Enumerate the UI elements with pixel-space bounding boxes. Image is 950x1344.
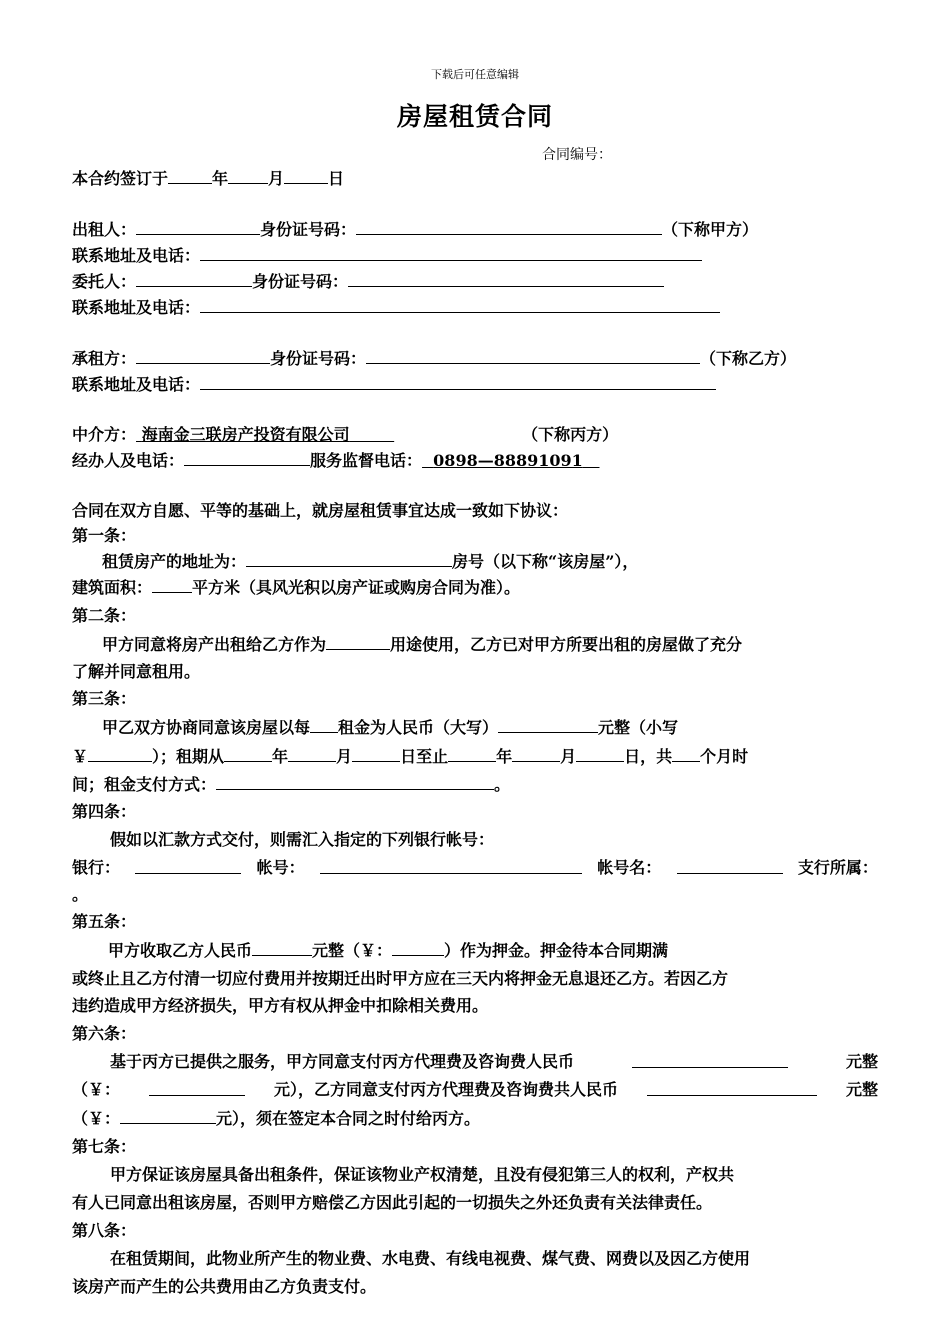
blank — [576, 743, 624, 762]
article-8-line-1: 在租赁期间，此物业所产生的物业费、水电费、有线电视费、煤气费、网费以及因乙方使用 — [110, 1249, 751, 1268]
article-4-line-1: 假如以汇款方式交付，则需汇入指定的下列银行帐号： — [110, 830, 495, 849]
blank — [246, 548, 452, 567]
article-2-title: 第二条： — [72, 606, 137, 625]
blank — [149, 1077, 245, 1096]
header-note: 下载后可任意编辑 — [431, 68, 519, 81]
article-8-title: 第八条： — [72, 1221, 137, 1240]
article-5-line-3: 违约造成甲方经济损失，甲方有权从押金中扣除相关费用。 — [72, 996, 489, 1015]
blank — [200, 294, 720, 313]
article-1-line-1: 租赁房产的地址为： 房号（以下称“该房屋”）， — [72, 548, 878, 574]
blank — [512, 743, 560, 762]
article-2-line-1: 甲方同意将房产出租给乙方作为 用途使用，乙方已对甲方所要出租的房屋做了充分 — [72, 631, 878, 657]
article-3-line-1: 甲乙双方协商同意该房屋以每 租金为人民币（大写） 元整（小写 — [72, 714, 878, 740]
lessor-line: 出租人： 身份证号码： （下称甲方） — [72, 216, 878, 242]
article-7-title: 第七条： — [72, 1137, 137, 1156]
blank — [288, 743, 336, 762]
article-4-title: 第四条： — [72, 802, 137, 821]
supervise-phone: 0898—88891091 — [433, 451, 583, 470]
blank — [326, 631, 390, 650]
blank — [356, 216, 662, 235]
blank — [136, 268, 252, 287]
blank — [228, 165, 268, 184]
lessee-address-line: 联系地址及电话： — [72, 371, 878, 397]
blank — [224, 743, 272, 762]
blank — [136, 345, 270, 364]
article-1-line-2: 建筑面积： 平方米（具风光积以房产证或购房合同为准）。 — [72, 574, 878, 600]
blank — [352, 743, 400, 762]
article-2-line-2: 了解并同意租用。 — [72, 662, 201, 681]
article-3-line-2: ￥ ）；租期从 年 月 日至止 年 月 日，共 个月时 — [72, 743, 878, 769]
blank — [672, 743, 700, 762]
blank — [152, 574, 192, 593]
intermediary-name: 海南金三联房产投资有限公司 — [141, 425, 350, 444]
blank — [348, 268, 664, 287]
intro-text: 合同在双方自愿、平等的基础上，就房屋租赁事宜达成一致如下协议： — [72, 501, 569, 520]
blank — [200, 371, 716, 390]
signing-date-line: 本合约签订于 年 月 日 — [72, 165, 878, 191]
blank — [498, 714, 598, 733]
blank — [320, 855, 582, 874]
blank — [252, 937, 312, 956]
lessee-line: 承租方： 身份证号码： （下称乙方） — [72, 345, 878, 371]
blank — [310, 714, 338, 733]
blank — [632, 1049, 788, 1068]
blank — [200, 242, 702, 261]
contract-number-label: 合同编号： — [542, 147, 612, 163]
blank — [647, 1077, 817, 1096]
article-5-line-1: 甲方收取乙方人民币 元整（￥： ）作为押金。押金待本合同期满 — [72, 937, 878, 963]
agent-address-line: 联系地址及电话： — [72, 294, 878, 320]
intermediary-line: 中介方： 海南金三联房产投资有限公司 （下称丙方） — [72, 425, 619, 444]
blank — [366, 345, 700, 364]
article-6-line-3: （￥： 元），须在签定本合同之时付给丙方。 — [72, 1105, 878, 1131]
article-4-end: 。 — [72, 885, 89, 904]
blank — [136, 216, 260, 235]
blank — [120, 1105, 216, 1124]
blank — [284, 165, 328, 184]
article-5-line-2: 或终止且乙方付清一切应付费用并按期迁出时甲方应在三天内将押金无息退还乙方。若因乙方 — [72, 969, 729, 988]
lessor-address-line: 联系地址及电话： — [72, 242, 878, 268]
article-1-title: 第一条： — [72, 526, 137, 545]
page-title: 房屋租赁合同 — [396, 102, 553, 131]
blank — [184, 447, 310, 466]
contract-body — [72, 165, 878, 1299]
broker-line: 经办人及电话： 服务监督电话： 0898—88891091 — [72, 447, 878, 473]
article-6-line-2: （￥： 元），乙方同意支付丙方代理费及咨询费共人民币 元整 — [72, 1077, 878, 1102]
blank — [392, 937, 444, 956]
blank — [677, 855, 783, 874]
blank — [216, 771, 494, 790]
article-7-line-2: 有人已同意出租该房屋，否则甲方赔偿乙方因此引起的一切损失之外还负责有关法律责任。 — [72, 1193, 713, 1212]
agent-line: 委托人： 身份证号码： — [72, 268, 878, 294]
article-3-title: 第三条： — [72, 689, 137, 708]
article-8-line-2: 该房产而产生的公共费用由乙方负责支付。 — [72, 1277, 377, 1296]
article-5-title: 第五条： — [72, 912, 137, 931]
article-3-line-3: 间；租金支付方式： 。 — [72, 771, 878, 797]
blank — [88, 743, 152, 762]
article-4-bank-line: 银行： 帐号： 帐号名： 支行所属： — [72, 855, 878, 880]
article-7-line-1: 甲方保证该房屋具备出租条件，保证该物业产权清楚，且没有侵犯第三人的权利，产权共 — [110, 1165, 735, 1184]
blank — [168, 165, 212, 184]
article-6-title: 第六条： — [72, 1024, 137, 1043]
article-6-line-1: 基于丙方已提供之服务，甲方同意支付丙方代理费及咨询费人民币 元整 — [72, 1049, 878, 1074]
blank — [448, 743, 496, 762]
blank — [135, 855, 241, 874]
